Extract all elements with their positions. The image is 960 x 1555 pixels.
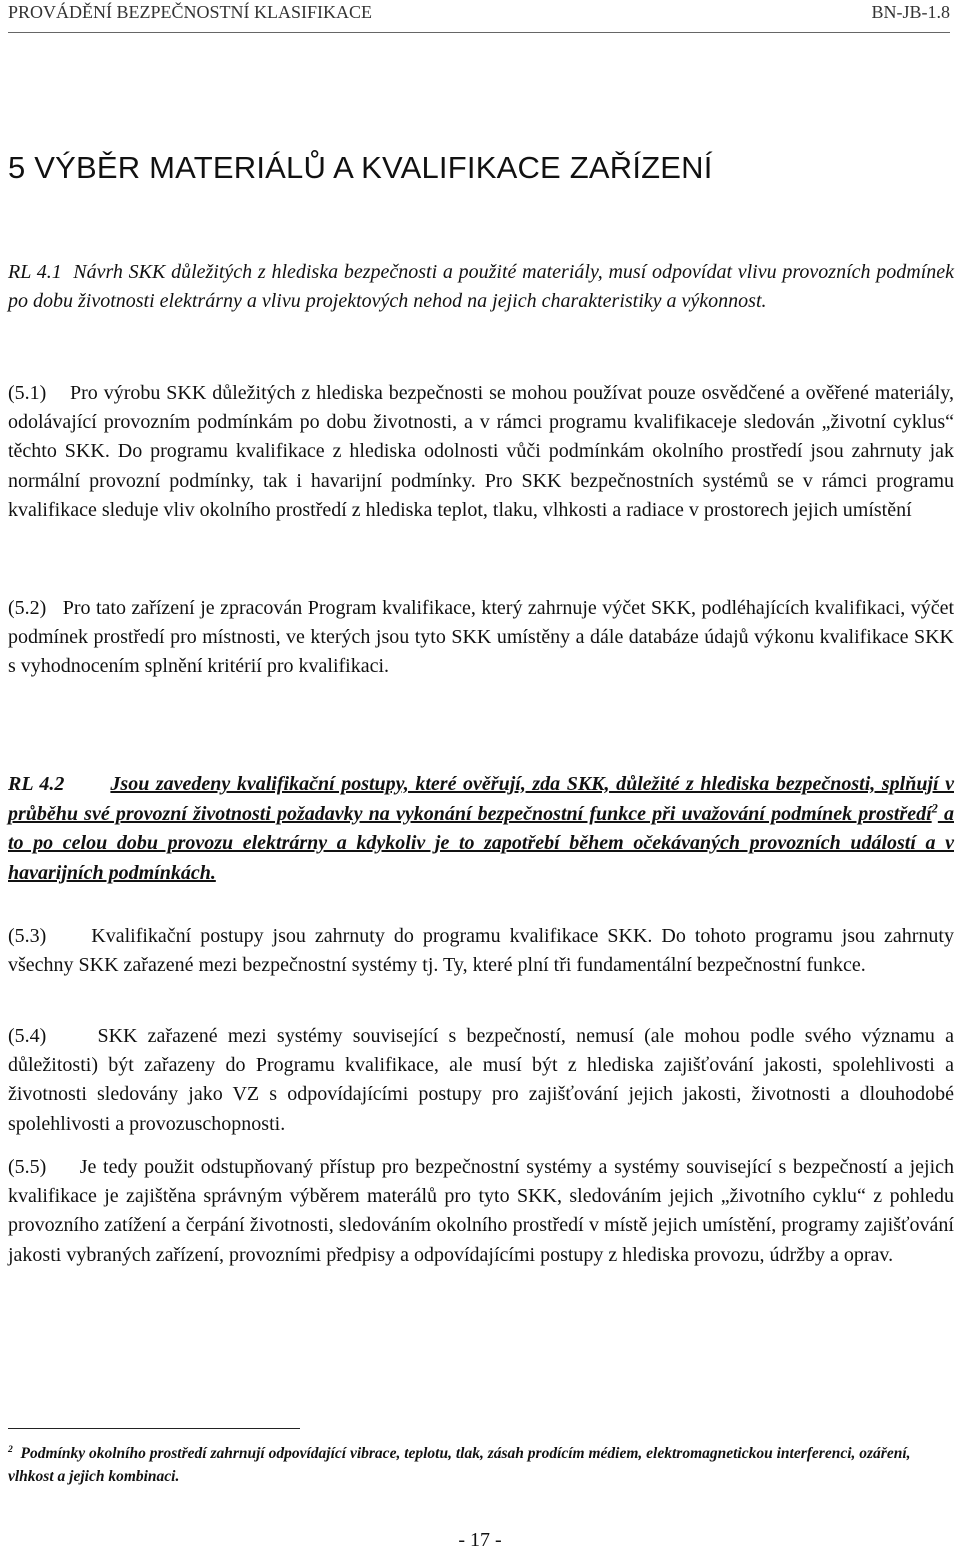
paragraph-text: SKK zařazené mezi systémy související s bezpečností, nemusí (ale mohou podle svého významu a důležitosti) být zařazeny do Programu kvalifikace, ale musí být z hlediska zajišťování jakosti, spolehlivosti a životnosti sledovány jako VZ s odpovídajícími postupy pro zajišťování jejich jakosti, životnosti a dlouhodobé spolehlivosti a provozuschopnosti.	[8, 1025, 955, 1135]
requirement-text-main: Jsou zavedeny kvalifikační postupy, které ověřují, zda SKK, důležité z hlediska bezpečnosti, splňují v průběhu své provozní životnosti požadavky na vykonání bezpečnostní funkce při uvažování podmínek prostředí	[8, 773, 954, 825]
footnote-text: Podmínky okolního prostředí zahrnují odpovídající vibrace, teplotu, tlak, zásah prodícím médiem, elektromagnetickou interferenci, ozáření, vlhkost a jejich kombinaci.	[8, 1445, 911, 1485]
paragraph-text: Pro výrobu SKK důležitých z hlediska bezpečnosti se mohou používat pouze osvědčené a ověřené materiály, odolávající provozním podmínkám po dobu životnosti, a v rámci programu kvalifikaceje sledován „životní cyklus“ těchto SKK. Do programu kvalifikace z hlediska odolnosti vůči podmínkám okolního prostředí jsou zahrnuty jak normální provozní podmínky, tak i havarijní podmínky. Pro SKK bezpečnostních systémů se v rámci programu kvalifikace sleduje vliv okolního prostředí z hlediska teplot, tlaku, vlhkosti a radiace v prostorech jejich umístění	[8, 382, 955, 521]
page-number: - 17 -	[458, 1529, 502, 1551]
section-title: 5 VÝBĚR MATERIÁLŮ A KVALIFIKACE ZAŘÍZENÍ	[8, 150, 713, 185]
paragraph-5-1	[8, 379, 954, 525]
footnote-reference: 2	[931, 800, 938, 815]
requirement-label: RL 4.2	[8, 773, 65, 795]
footnote-number: 2	[8, 1443, 13, 1455]
page-header	[8, 2, 950, 30]
requirement-rl-4-1	[8, 258, 954, 316]
requirement-label: RL 4.1	[8, 261, 62, 283]
paragraph-number: (5.2)	[8, 597, 47, 619]
footnote-divider	[8, 1428, 300, 1429]
paragraph-5-5	[8, 1153, 954, 1270]
paragraph-text: Je tedy použit odstupňovaný přístup pro bezpečnostní systémy a systémy související s bezpečností a jejich kvalifikace je zajištěna správným výběrem materálů pro tyto SKK, sledováním jejich „životního cyklu“ z pohledu provozního zatížení a čerpání životnosti, sledováním okolního prostředí v místě jejich umístění, programy zajišťování jakosti vybraných zařízení, provozními předpisy a odpovídajícími postupy z hlediska provozu, údržby a oprav.	[8, 1156, 955, 1266]
header-title: PROVÁDĚNÍ BEZPEČNOSTNÍ KLASIFIKACE	[8, 2, 373, 22]
requirement-text: Návrh SKK důležitých z hlediska bezpečnosti a použité materiály, musí odpovídat vlivu provozních podmínek po dobu životnosti elektrárny a vlivu projektových nehod na jejich charakteristiky a výkonnost.	[8, 261, 955, 313]
paragraph-text: Kvalifikační postupy jsou zahrnuty do programu kvalifikace SKK. Do tohoto programu jsou zahrnuty všechny SKK zařazené mezi bezpečnostní systémy tj. Ty, které plní tři fundamentální bezpečnostní funkce.	[8, 925, 954, 977]
paragraph-number: (5.4)	[8, 1025, 47, 1047]
header-doc-code: BN-JB-1.8	[871, 2, 950, 22]
requirement-text-rest: a to po celou dobu provozu elektrárny a kdykoliv je to zapotřebí během očekávaných provozních událostí a v havarijních podmínkách.	[8, 802, 954, 884]
paragraph-number: (5.3)	[8, 925, 47, 947]
paragraph-5-4	[8, 1022, 954, 1139]
paragraph-5-2	[8, 594, 954, 682]
requirement-rl-4-2	[8, 770, 954, 888]
requirement-text	[8, 773, 954, 884]
paragraph-number: (5.1)	[8, 382, 47, 404]
footnote	[8, 1442, 954, 1488]
paragraph-number: (5.5)	[8, 1156, 47, 1178]
paragraph-5-3	[8, 922, 954, 980]
paragraph-text: Pro tato zařízení je zpracován Program kvalifikace, který zahrnuje výčet SKK, podléhajících kvalifikaci, výčet podmínek prostředí pro místnosti, ve kterých jsou tyto SKK umístěny a dále databáze údajů výkonu kvalifikace SKK s vyhodnocením splnění kritérií pro kvalifikaci.	[8, 597, 954, 678]
header-divider	[8, 32, 950, 33]
